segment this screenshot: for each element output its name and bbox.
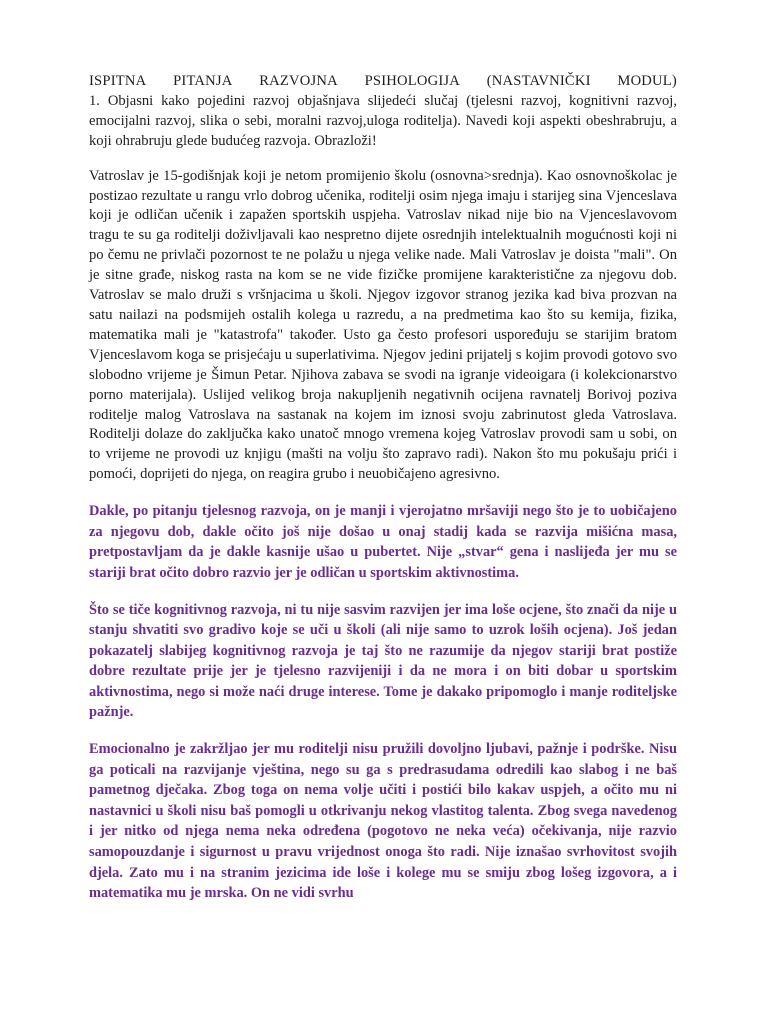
case-description: Vatroslav je 15-godišnjak koji je netom promijenio školu (osnovna>srednja). Kao osnovnoškolac je postizao rezultate u rangu vrlo dobrog učenika, roditelji osim njega imaju i starijeg sina Vjenceslava koji je odličan učenik i zapažen sportskih uspjeha. Vatroslav nikad nije bio na Vjenceslavovom tragu te su ga roditelji doživljavali kao nespretno dijete osrednjih intelektualnih mogućnosti koji ni po čemu ne privlači pozornost te ne polažu u njega velike nade. Mali Vatroslav je doista "mali". On je sitne građe, niskog rasta na kom se ne vide fizičke promijene karakteristične za njegovu dob. Vatroslav se malo druži s vršnjacima u školi. Njegov izgovor stranog jezika kad biva prozvan na satu nailazi na podsmijeh ostalih kolega u razredu, a na predmetima kao što su kemija, fizika, matematika mali je "katastrofa" također. Usto ga često profesori uspoređuju se starijim bratom Vjenceslavom koga se prisjećaju u superlativima. Njegov jedini prijatelj s kojim provodi gotovo svo slobodno vrijeme je Šimun Petar. Njihova zabava se svodi na igranje videoigara (i kolekcionarstvo porno materijala). Uslijed velikog broja nakupljenih negativnih ocijena ravnatelj Borivoj poziva roditelje malog Vatroslava na sastanak na kojem im iznosi svoju zabrinutost gleda Vatroslava. Roditelji dolaze do zaključka kako unatoč mnogo vremena kojeg Vatroslav provodi sam u sobi, on to vrijeme ne provodi uz knjigu (mašti na volju što zapravo radi). Nakon što mu pokušaju prići i pomoći, doprijeti do njega, on reagira grubo i neuobičajeno agresivno.: [89, 167, 677, 483]
title-word: MODUL): [617, 73, 677, 89]
title-word: PSIHOLOGIJA: [364, 73, 461, 89]
title-word: ISPITNA: [89, 73, 147, 89]
document-page: [89, 72, 677, 904]
title-word: RAZVOJNA: [259, 73, 338, 89]
answer-emotional-development: Emocionalno je zakržljao jer mu roditelji nisu pružili dovoljno ljubavi, pažnje i podrške. Nisu ga poticali na razvijanje vještina, nego su ga s predrasudama odredili kao slabog i ne baš pametnog dječaka. Zbog toga on nema volje učiti i postići bilo kakav uspjeh, a očito mu ni nastavnici u školi nisu baš pomogli u otkrivanju nekog vlastitog talenta. Zbog svega navedenog i jer nitko od njega nema neka određena (pogotovo ne neka veća) očekivanja, nije razvio samopouzdanje i sigurnost u pravu vrijednost onoga što radi. Nije iznašao svrhovitost svojih djela. Zato mu i na stranim jezicima ide loše i kolege mu se smiju zbog lošeg izgovora, a i matematika mu je mrska. On ne vidi svrhu: [89, 741, 677, 902]
question-text: 1. Objasni kako pojedini razvoj objašnjava slijedeći slučaj (tjelesni razvoj, kognitivni razvoj, emocijalni razvoj, slika o sebi, moralni razvoj,uloga roditelja). Navedi koji aspekti obeshrabruju, a koji ohrabruju glede budućeg razvoja. Obrazloži!: [89, 92, 677, 149]
answer-physical-development: Dakle, po pitanju tjelesnog razvoja, on je manji i vjerojatno mršaviji nego što je to uobičajeno za njegovu dob, dakle očito još nije došao u onaj stadij kada se razvija mišićna masa, pretpostavljam da je dakle kasnije ušao u pubertet. Nije „stvar“ gena i naslijeđa jer mu se stariji brat očito dobro razvio jer je odličan u sportskim aktivnostima.: [89, 503, 677, 581]
answer-cognitive-development: Što se tiče kognitivnog razvoja, ni tu nije sasvim razvijen jer ima loše ocjene, što znači da nije u stanju shvatiti svo gradivo koje se uči u školi (ali nije samo to uzrok loših ocjena). Još jedan pokazatelj slabijeg kognitivnog razvoja je taj što ne razumije da njegov stariji brat postiže dobre rezultate prije jer je tjelesno razvijeniji i da ne mora i on biti dobar u sportskim aktivnostima, nego si može naći druge interese. Tome je dakako pripomoglo i manje roditeljske pažnje.: [89, 601, 677, 721]
title-word: (NASTAVNIČKI: [486, 73, 591, 89]
document-title: [89, 72, 677, 92]
title-word: PITANJA: [173, 73, 233, 89]
